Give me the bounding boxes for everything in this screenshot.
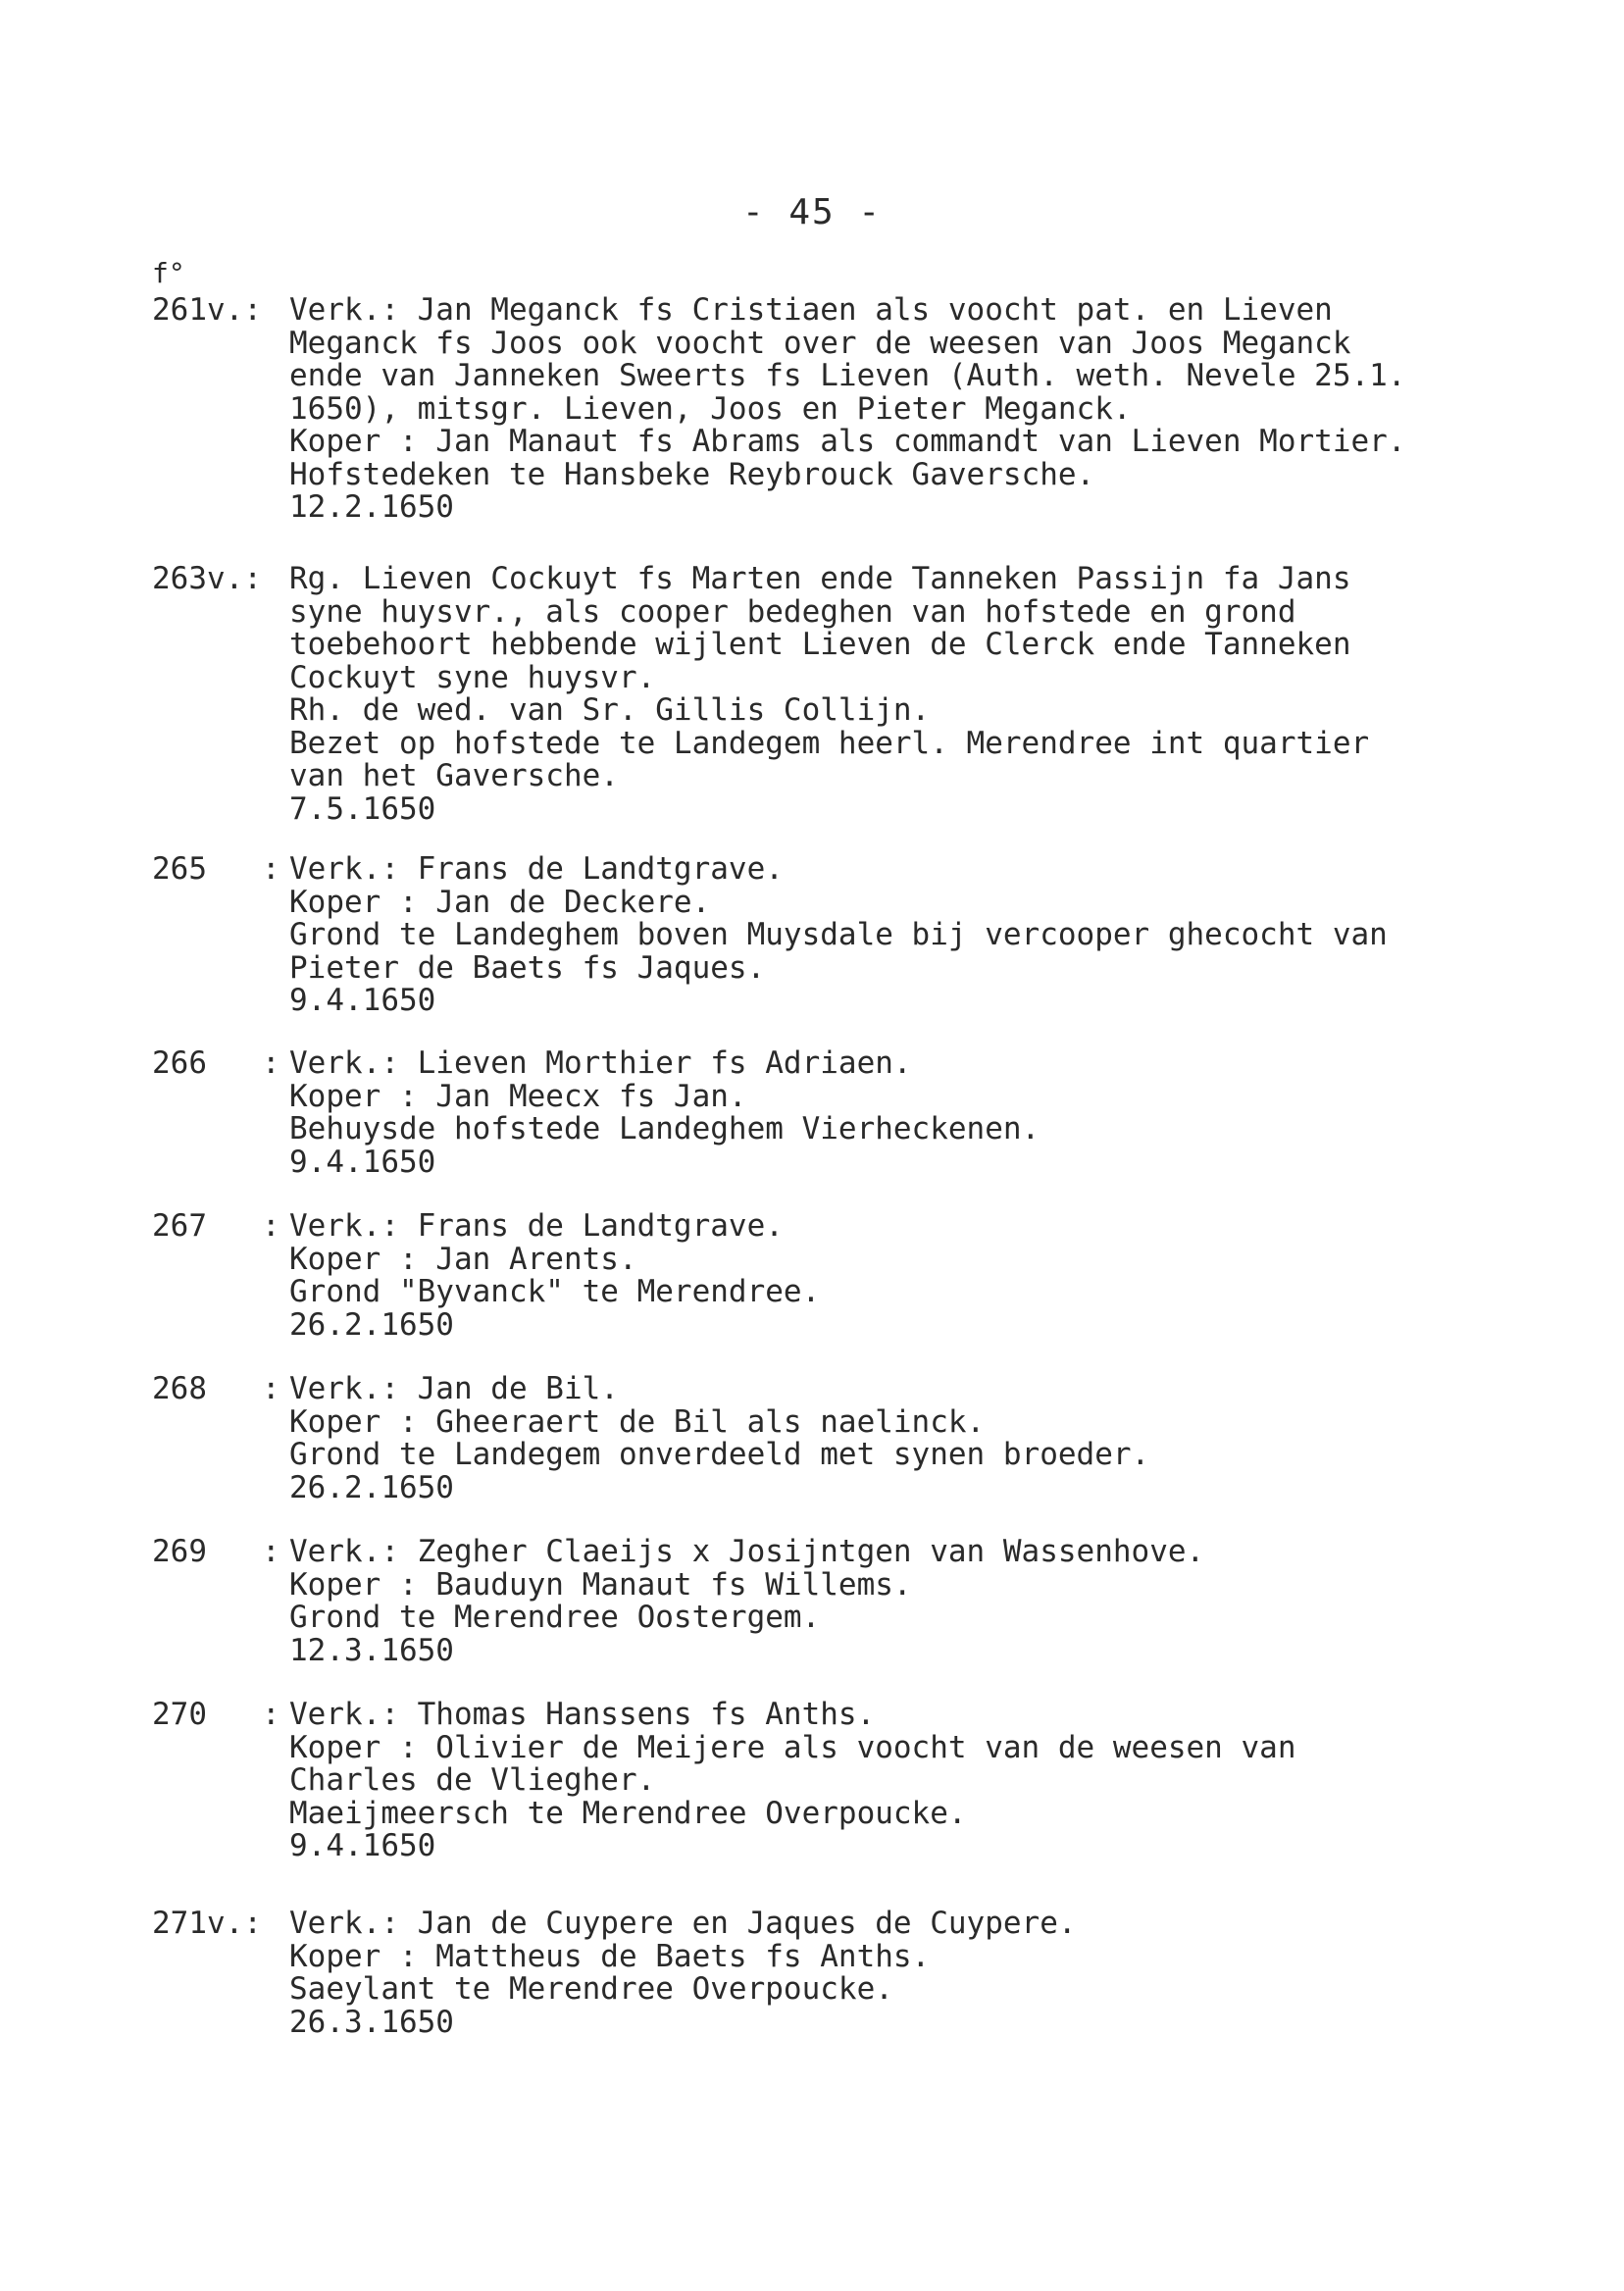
entry-line: toebehoort hebbende wijlent Lieven de Clerck ende Tanneken: [289, 627, 1351, 662]
entry-line: 12.2.1650: [289, 489, 454, 525]
entry-line: van het Gaversche.: [289, 758, 619, 793]
entry-text: [289, 294, 1624, 525]
entry-line: Koper : Mattheus de Baets fs Anths.: [289, 1938, 931, 1974]
entry-line: Cockuyt syne huysvr.: [289, 659, 656, 695]
entry-line: Bezet op hofstede te Landegem heerl. Merendree int quartier: [289, 725, 1370, 761]
folio-reference: 269 :: [152, 1534, 280, 1569]
entry-line: 1650), mitsgr. Lieven, Joos en Pieter Meganck.: [289, 390, 1132, 427]
entry-line: Verk.: Jan de Bil.: [289, 1371, 619, 1406]
entry-line: Charles de Vliegher.: [289, 1762, 656, 1798]
entry-line: Verk.: Lieven Morthier fs Adriaen.: [289, 1045, 912, 1081]
entry-line: Koper : Bauduyn Manaut fs Willems.: [289, 1566, 912, 1603]
entry-line: Verk.: Thomas Hanssens fs Anths.: [289, 1697, 876, 1732]
entry-line: Rh. de wed. van Sr. Gillis Collijn.: [289, 692, 931, 728]
entry-line: 9.4.1650: [289, 1144, 436, 1180]
entry-text: [289, 1210, 1624, 1342]
entry-text: [289, 853, 1624, 1018]
folio-reference: 267 :: [152, 1208, 280, 1244]
entry-line: Grond te Merendree Oostergem.: [289, 1600, 821, 1635]
entry-line: Koper : Jan Manaut fs Abrams als commandt van Lieven Mortier.: [289, 424, 1406, 459]
entry-text: [289, 1373, 1624, 1504]
entry-line: syne huysvr., als cooper bedeghen van hofstede en grond: [289, 593, 1296, 630]
entry-line: Grond "Byvanck" te Merendree.: [289, 1274, 821, 1309]
entry-text: [289, 1699, 1624, 1863]
entry-line: Koper : Jan Arents.: [289, 1241, 637, 1277]
entry-text: [289, 1047, 1624, 1179]
entry-line: Saeylant te Merendree Overpoucke.: [289, 1971, 893, 2007]
entry-line: Verk.: Frans de Landtgrave.: [289, 851, 784, 887]
folio-reference: 270 :: [152, 1697, 280, 1732]
entry-line: ende van Janneken Sweerts fs Lieven (Auth. weth. Nevele 25.1.: [289, 358, 1406, 393]
entry-line: 7.5.1650: [289, 790, 436, 827]
entry-line: Koper : Olivier de Meijere als voocht van de weesen van: [289, 1729, 1296, 1765]
page-number: - 45 -: [741, 192, 883, 232]
entry-line: 12.3.1650: [289, 1632, 454, 1668]
folio-reference: 263v.:: [152, 561, 262, 596]
entry-line: Rg. Lieven Cockuyt fs Marten ende Tanneken Passijn fa Jans: [289, 561, 1351, 596]
folio-mark: f°: [152, 257, 185, 289]
entry-line: 26.2.1650: [289, 1469, 454, 1505]
entry-line: Pieter de Baets fs Jaques.: [289, 949, 766, 986]
folio-reference: 261v.:: [152, 292, 262, 328]
entry-line: Koper : Gheeraert de Bil als naelinck.: [289, 1403, 986, 1440]
entry-line: Koper : Jan Meecx fs Jan.: [289, 1078, 747, 1114]
entry-line: Verk.: Frans de Landtgrave.: [289, 1208, 784, 1244]
entry-line: 9.4.1650: [289, 983, 436, 1018]
entry-line: 26.3.1650: [289, 2004, 454, 2040]
entry-line: Hofstedeken te Hansbeke Reybrouck Gaversche.: [289, 456, 1095, 492]
entry-line: 9.4.1650: [289, 1828, 436, 1863]
entry-line: Meganck fs Joos ook voocht over de weesen van Joos Meganck: [289, 325, 1351, 361]
entry-line: Verk.: Zegher Claeijs x Josijntgen van Wassenhove.: [289, 1534, 1205, 1569]
entry-line: Grond te Landeghem boven Muysdale bij vercooper ghecocht van: [289, 917, 1388, 952]
entry-text: [289, 1908, 1624, 2039]
entry-line: Behuysde hofstede Landeghem Vierheckenen.: [289, 1111, 1040, 1146]
entry-line: 26.2.1650: [289, 1306, 454, 1343]
folio-reference: 265 :: [152, 851, 280, 887]
folio-reference: 268 :: [152, 1371, 280, 1406]
folio-reference: 271v.:: [152, 1906, 262, 1941]
entry-text: [289, 563, 1624, 826]
entry-line: Koper : Jan de Deckere.: [289, 884, 711, 920]
entry-line: Maeijmeersch te Merendree Overpoucke.: [289, 1795, 967, 1831]
folio-reference: 266 :: [152, 1045, 280, 1081]
entry-line: Grond te Landegem onverdeeld met synen broeder.: [289, 1437, 1150, 1472]
entry-line: Verk.: Jan de Cuypere en Jaques de Cuypere.: [289, 1906, 1077, 1941]
entry-line: Verk.: Jan Meganck fs Cristiaen als voocht pat. en Lieven: [289, 292, 1333, 328]
entry-text: [289, 1536, 1624, 1667]
